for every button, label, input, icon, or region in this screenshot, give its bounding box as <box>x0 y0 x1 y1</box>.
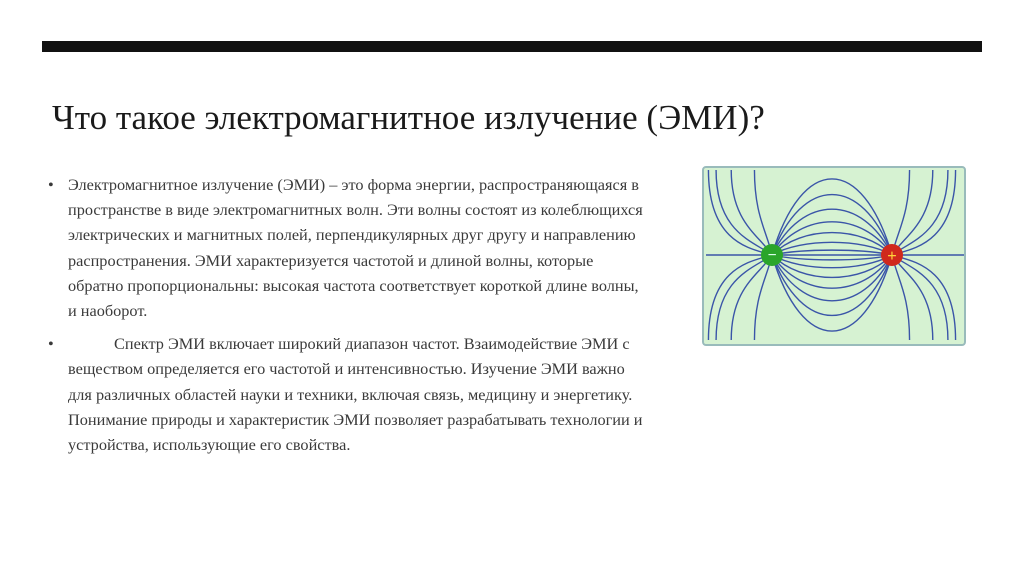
bullet-marker: • <box>48 175 54 194</box>
bullet-list <box>48 172 648 465</box>
dipole-field-diagram <box>702 166 968 348</box>
negative-sign: − <box>767 247 777 264</box>
diagram-background <box>703 167 965 345</box>
bullet-item <box>48 172 648 323</box>
bullet-item <box>48 331 648 457</box>
slide-title: Что такое электромагнитное излучение (ЭМИ)? <box>52 98 765 137</box>
bullet-marker: • <box>48 334 54 354</box>
top-bar-divider <box>42 41 982 52</box>
positive-sign: + <box>887 246 897 265</box>
bullet-text: Электромагнитное излучение (ЭМИ) – это форма энергии, распространяющаяся в пространстве в виде электромагнитных волн. Эти волны состоят из колеблющихся электрических и магнитных полей, перпендикулярных друг другу и направлению распространения. ЭМИ характеризуется частотой и длиной волны, которые обратно пропорциональны: высокая частота соответствует короткой длине волны, и наоборот. <box>68 175 643 321</box>
bullet-text: Спектр ЭМИ включает широкий диапазон частот. Взаимодействие ЭМИ с веществом определяется его частотой и интенсивностью. Изучение ЭМИ важно для различных областей науки и техники, включая связь, медицину и энергетику. Понимание природы и характеристик ЭМИ позволяет разрабатывать технологии и устройства, использующие его свойства. <box>68 334 643 455</box>
